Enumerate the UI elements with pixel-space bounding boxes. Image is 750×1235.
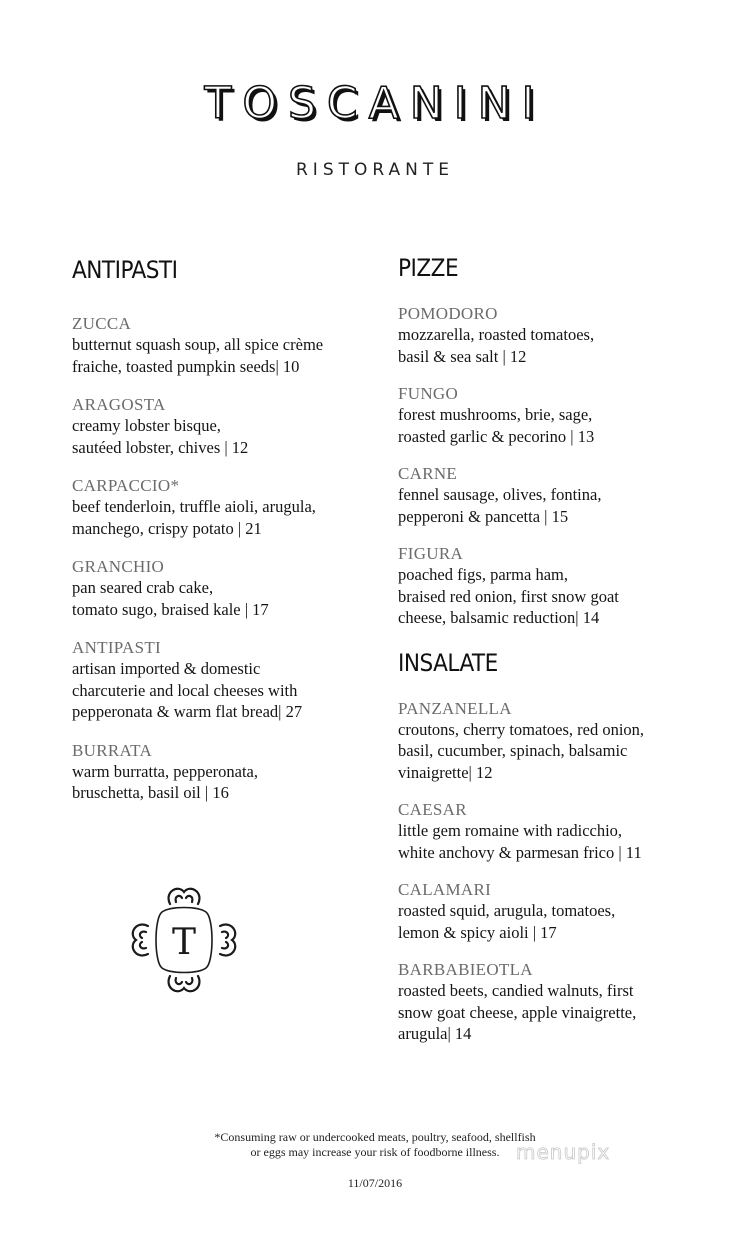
menu-item-name: CARPACCIO* — [72, 476, 180, 495]
menu-item — [72, 557, 377, 620]
menu-item — [72, 395, 377, 458]
pizze-heading: PIZZE — [398, 254, 459, 282]
antipasti-section — [72, 256, 377, 822]
menu-item-name: BARBABIEOTLA — [398, 960, 533, 979]
health-disclaimer: *Consuming raw or undercooked meats, poultry, seafood, shellfish or eggs may increase your risk of foodborne illness. — [214, 1130, 536, 1159]
menu-item-name: BURRATA — [72, 740, 153, 760]
menu-item-name: FUNGO — [398, 384, 459, 403]
menu-item-description: creamy lobster bisque, sautéed lobster, chives | 12 — [72, 416, 249, 457]
menu-item-name: CARNE — [398, 464, 458, 483]
menu-item — [72, 476, 377, 539]
menu-item-name: CAESAR — [398, 800, 467, 819]
right-column — [398, 254, 728, 1062]
menu-item-description: beef tenderloin, truffle aioli, arugula, manchego, crispy potato | 21 — [72, 497, 316, 538]
menu-item — [398, 800, 728, 863]
menu-item-name: POMODORO — [398, 304, 498, 323]
menu-item — [398, 960, 728, 1045]
menu-item-description: warm burratta, pepperonata, bruschetta, basil oil | 16 — [72, 761, 258, 802]
watermark: menupix — [516, 1140, 611, 1164]
logo-letter: T — [171, 922, 197, 963]
menu-item — [398, 464, 728, 527]
menu-item-name: FIGURA — [398, 544, 464, 563]
menu-item-description: little gem romaine with radicchio, white anchovy & parmesan frico | 11 — [398, 821, 642, 862]
menu-item — [398, 384, 728, 447]
menu-item — [398, 304, 728, 367]
menu-item — [72, 741, 377, 804]
menu-item-description: croutons, cherry tomatoes, red onion, basil, cucumber, spinach, balsamic vinaigrette| 12 — [398, 719, 645, 782]
menu-item-description: poached figs, parma ham, braised red onion, first snow goat cheese, balsamic reduction| 14 — [398, 565, 619, 627]
menu-item-name: ANTIPASTI — [72, 638, 161, 657]
menu-item-description: butternut squash soup, all spice crème fraiche, toasted pumpkin seeds| 10 — [72, 335, 324, 376]
menu-date: 11/07/2016 — [347, 1176, 403, 1190]
menu-item-name: ZUCCA — [72, 314, 132, 333]
menu-item-description: pan seared crab cake, tomato sugo, braised kale | 17 — [72, 578, 269, 619]
menu-item — [72, 638, 377, 723]
menu-item — [398, 880, 728, 943]
menu-item-name: PANZANELLA — [398, 698, 512, 718]
menu-item-description: fennel sausage, olives, fontina, pepperoni & pancetta | 15 — [398, 485, 602, 526]
menu-item-name: GRANCHIO — [72, 557, 165, 576]
menu-item-description: mozzarella, roasted tomatoes, basil & sea salt | 12 — [398, 325, 595, 366]
menu-item-description: roasted squid, arugula, tomatoes, lemon & spicy aioli | 17 — [398, 901, 616, 942]
menu-item — [72, 314, 377, 377]
menu-item-description: artisan imported & domestic charcuterie and local cheeses with pepperonata & warm flat bread| 27 — [72, 659, 303, 721]
restaurant-name: TOSCANINI — [204, 78, 546, 129]
menu-item-name: ARAGOSTA — [72, 395, 166, 414]
menu-item-description: roasted beets, candied walnuts, first snow goat cheese, apple vinaigrette, arugula| 14 — [398, 981, 637, 1043]
antipasti-heading: ANTIPASTI — [72, 256, 178, 284]
menu-item — [398, 699, 728, 784]
toscanini-monogram-logo — [124, 880, 244, 1000]
insalate-heading: INSALATE — [398, 648, 498, 677]
menu-item-description: forest mushrooms, brie, sage, roasted garlic & pecorino | 13 — [398, 405, 595, 446]
restaurant-subtitle: RISTORANTE — [296, 160, 454, 180]
menu-item — [398, 544, 728, 629]
menu-item-name: CALAMARI — [398, 880, 492, 899]
